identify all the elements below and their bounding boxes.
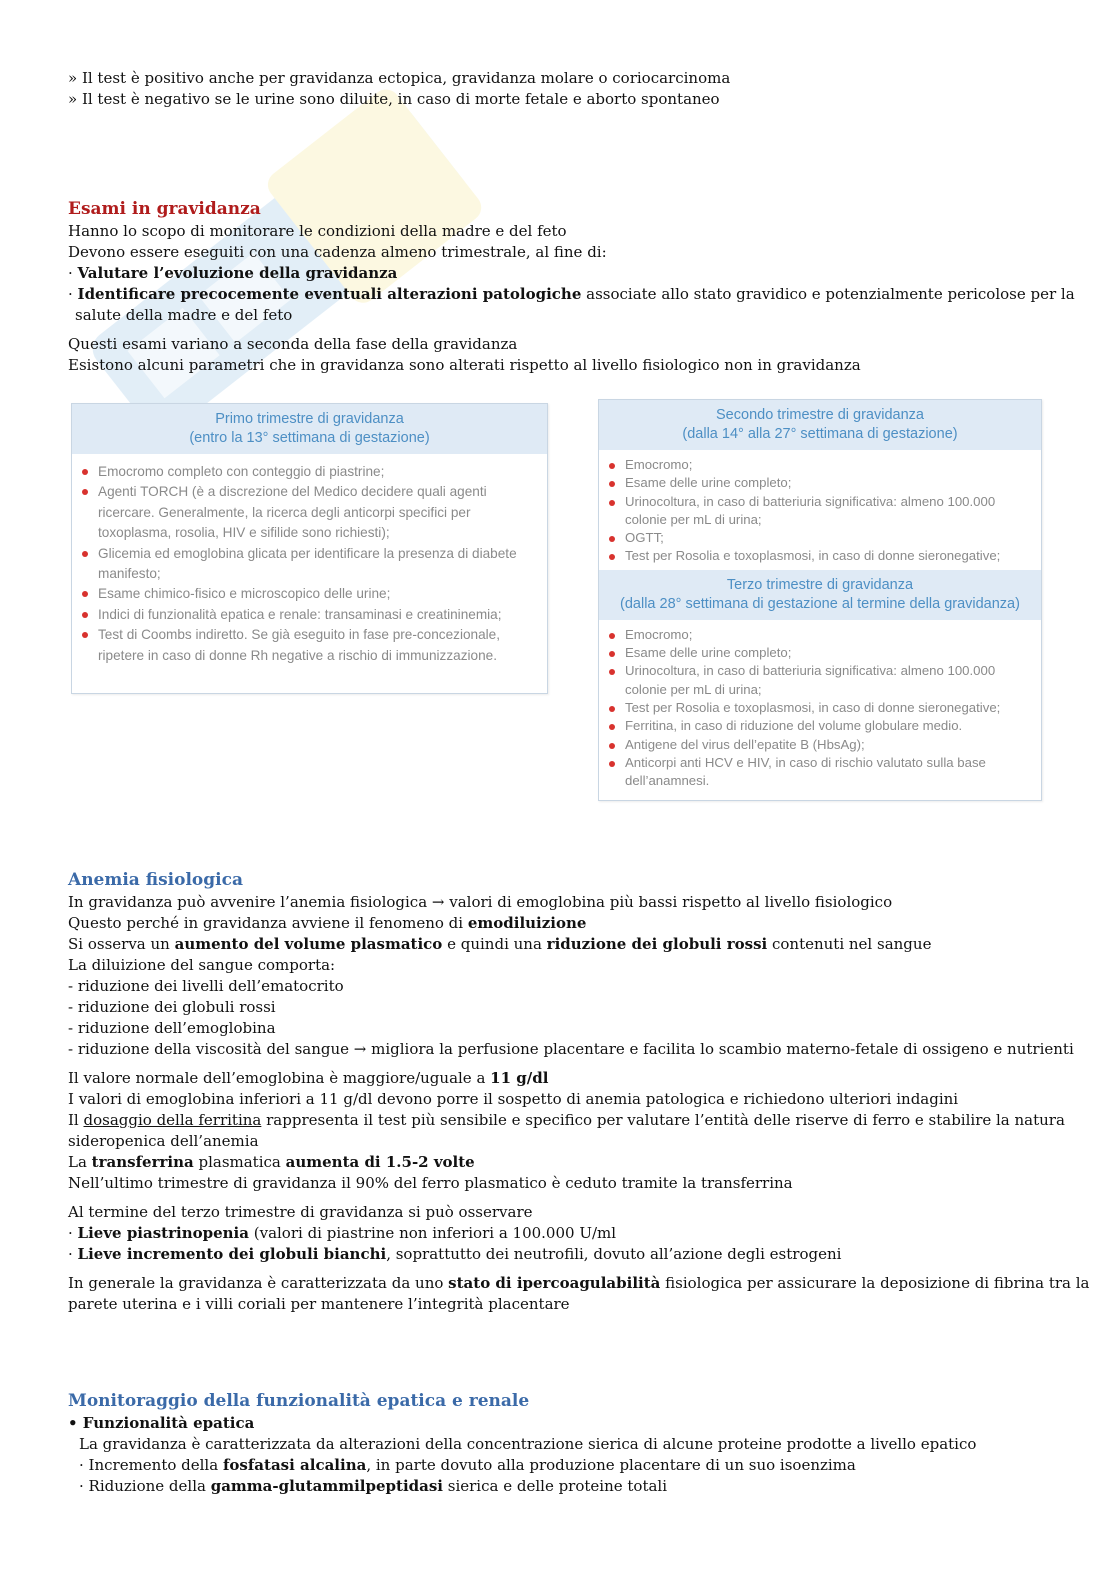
- esami-section: [68, 197, 1075, 376]
- table-list-item: Esame delle urine completo;: [625, 644, 1031, 662]
- list-item: - riduzione dei globuli rossi: [68, 998, 276, 1016]
- intro-section: [68, 68, 1048, 110]
- list-item: - riduzione della viscosità del sangue → migliora la perfusione placentare e facilita lo scambio materno-fetale di ossigeno e nutrienti: [68, 1040, 1074, 1058]
- table-list-item: Emocromo;: [625, 626, 1031, 644]
- table-list-item: OGTT;: [625, 529, 1031, 547]
- table-list-item: Antigene del virus dell’epatite B (HbsAg);: [625, 736, 1031, 754]
- paragraph: Esistono alcuni parametri che in gravidanza sono alterati rispetto al livello fisiologico non in gravidanza: [68, 356, 861, 374]
- table-list-item: Esame chimico-fisico e microscopico delle urine;: [98, 584, 537, 604]
- table-header: Primo trimestre di gravidanza (entro la 13° settimana di gestazione): [72, 404, 547, 454]
- paragraph: Si osserva un aumento del volume plasmatico e quindi una riduzione dei globuli rossi contenuti nel sangue: [68, 935, 932, 953]
- section-heading: Anemia fisiologica: [68, 870, 243, 890]
- paragraph: Questo perché in gravidanza avviene il fenomeno di emodiluizione: [68, 914, 587, 932]
- table-header: Secondo trimestre di gravidanza (dalla 14° alla 27° settimana di gestazione): [599, 400, 1041, 450]
- table-list-item: Esame delle urine completo;: [625, 474, 1031, 492]
- bullet-item: · Lieve piastrinopenia (valori di piastrine non inferiori a 100.000 U/ml: [68, 1224, 617, 1242]
- table-list-item: Test per Rosolia e toxoplasmosi, in caso di donne sieronegative;: [625, 699, 1031, 717]
- paragraph: La transferrina plasmatica aumenta di 1.5-2 volte: [68, 1153, 475, 1171]
- paragraph: Devono essere eseguiti con una cadenza almeno trimestrale, al fine di:: [68, 243, 607, 261]
- intro-line: » Il test è negativo se le urine sono diluite, in caso di morte fetale e aborto spontaneo: [68, 90, 720, 108]
- bullet-item: · Incremento della fosfatasi alcalina, in parte dovuto alla produzione placentare di un suo isoenzima: [79, 1456, 856, 1474]
- monitoraggio-section: [68, 1389, 1048, 1497]
- list-item: - riduzione dell’emoglobina: [68, 1019, 276, 1037]
- table-first-trimester: [71, 403, 548, 694]
- paragraph: In gravidanza può avvenire l’anemia fisiologica → valori di emoglobina più bassi rispetto al livello fisiologico: [68, 893, 893, 911]
- table-list-item: Emocromo;: [625, 456, 1031, 474]
- table-list-item: Test di Coombs indiretto. Se già eseguito in fase pre-concezionale, ripetere in caso di donne Rh negative a rischio di immunizzazione.: [98, 625, 537, 666]
- table-second-third-trimester: [598, 399, 1042, 801]
- subheading: • Funzionalità epatica: [68, 1414, 255, 1432]
- section-heading: Esami in gravidanza: [68, 199, 261, 219]
- table-list-item: Test per Rosolia e toxoplasmosi, in caso di donne sieronegative;: [625, 547, 1031, 565]
- table-list-item: Anticorpi anti HCV e HIV, in caso di rischio valutato sulla base dell’anamnesi.: [625, 754, 1031, 791]
- table-list-item: Ferritina, in caso di riduzione del volume globulare medio.: [625, 717, 1031, 735]
- paragraph: Hanno lo scopo di monitorare le condizioni della madre e del feto: [68, 222, 567, 240]
- table-list-item: Emocromo completo con conteggio di piastrine;: [98, 462, 537, 482]
- paragraph: In generale la gravidanza è caratterizzata da uno stato di ipercoagulabilità fisiologica per assicurare la deposizione di fibrina tra la: [68, 1274, 1090, 1292]
- paragraph: Questi esami variano a seconda della fase della gravidanza: [68, 335, 518, 353]
- list-item: - riduzione dei livelli dell’ematocrito: [68, 977, 344, 995]
- table-list: [599, 620, 1041, 799]
- table-list: [599, 450, 1041, 570]
- table-list: [72, 454, 547, 674]
- paragraph: Nell’ultimo trimestre di gravidanza il 90% del ferro plasmatico è ceduto tramite la transferrina: [68, 1174, 793, 1192]
- bullet-item: · Identificare precocemente eventuali alterazioni patologiche associate allo stato gravidico e potenzialmente pericolose per la: [68, 285, 1075, 303]
- table-list-item: Agenti TORCH (è a discrezione del Medico decidere quali agenti ricercare. Generalmente, la ricerca degli anticorpi specifici per toxoplasma, rosolia, HIV e sifilide sono richiesti);: [98, 482, 537, 543]
- paragraph: I valori di emoglobina inferiori a 11 g/dl devono porre il sospetto di anemia patologica e richiedono ulteriori indagini: [68, 1090, 959, 1108]
- section-heading: Monitoraggio della funzionalità epatica e renale: [68, 1391, 530, 1411]
- paragraph-continuation: sideropenica dell’anemia: [68, 1132, 259, 1150]
- paragraph: La gravidanza è caratterizzata da alterazioni della concentrazione sierica di alcune proteine prodotte a livello epatico: [79, 1435, 977, 1453]
- bullet-item: · Riduzione della gamma-glutammilpeptidasi sierica e delle proteine totali: [79, 1477, 668, 1495]
- bullet-continuation: salute della madre e del feto: [75, 306, 293, 324]
- table-list-item: Glicemia ed emoglobina glicata per identificare la presenza di diabete manifesto;: [98, 544, 537, 585]
- anemia-section: [68, 868, 1090, 1315]
- paragraph: Il dosaggio della ferritina rappresenta il test più sensibile e specifico per valutare l’entità delle riserve di ferro e stabilire la natura: [68, 1111, 1065, 1129]
- paragraph-continuation: parete uterina e i villi coriali per mantenere l’integrità placentare: [68, 1295, 570, 1313]
- intro-line: » Il test è positivo anche per gravidanza ectopica, gravidanza molare o coriocarcinoma: [68, 69, 731, 87]
- table-list-item: Urinocoltura, in caso di batteriuria significativa: almeno 100.000 colonie per mL di urina;: [625, 662, 1031, 699]
- table-list-item: Urinocoltura, in caso di batteriuria significativa: almeno 100.000 colonie per mL di urina;: [625, 493, 1031, 530]
- paragraph: Il valore normale dell’emoglobina è maggiore/uguale a 11 g/dl: [68, 1069, 549, 1087]
- paragraph: La diluizione del sangue comporta:: [68, 956, 336, 974]
- bullet-item: · Lieve incremento dei globuli bianchi, soprattutto dei neutrofili, dovuto all’azione degli estrogeni: [68, 1245, 842, 1263]
- table-header: Terzo trimestre di gravidanza (dalla 28° settimana di gestazione al termine della gravidanza): [599, 570, 1041, 620]
- paragraph: Al termine del terzo trimestre di gravidanza si può osservare: [68, 1203, 533, 1221]
- bullet-item: · Valutare l’evoluzione della gravidanza: [68, 264, 398, 282]
- table-list-item: Indici di funzionalità epatica e renale: transaminasi e creatininemia;: [98, 605, 537, 625]
